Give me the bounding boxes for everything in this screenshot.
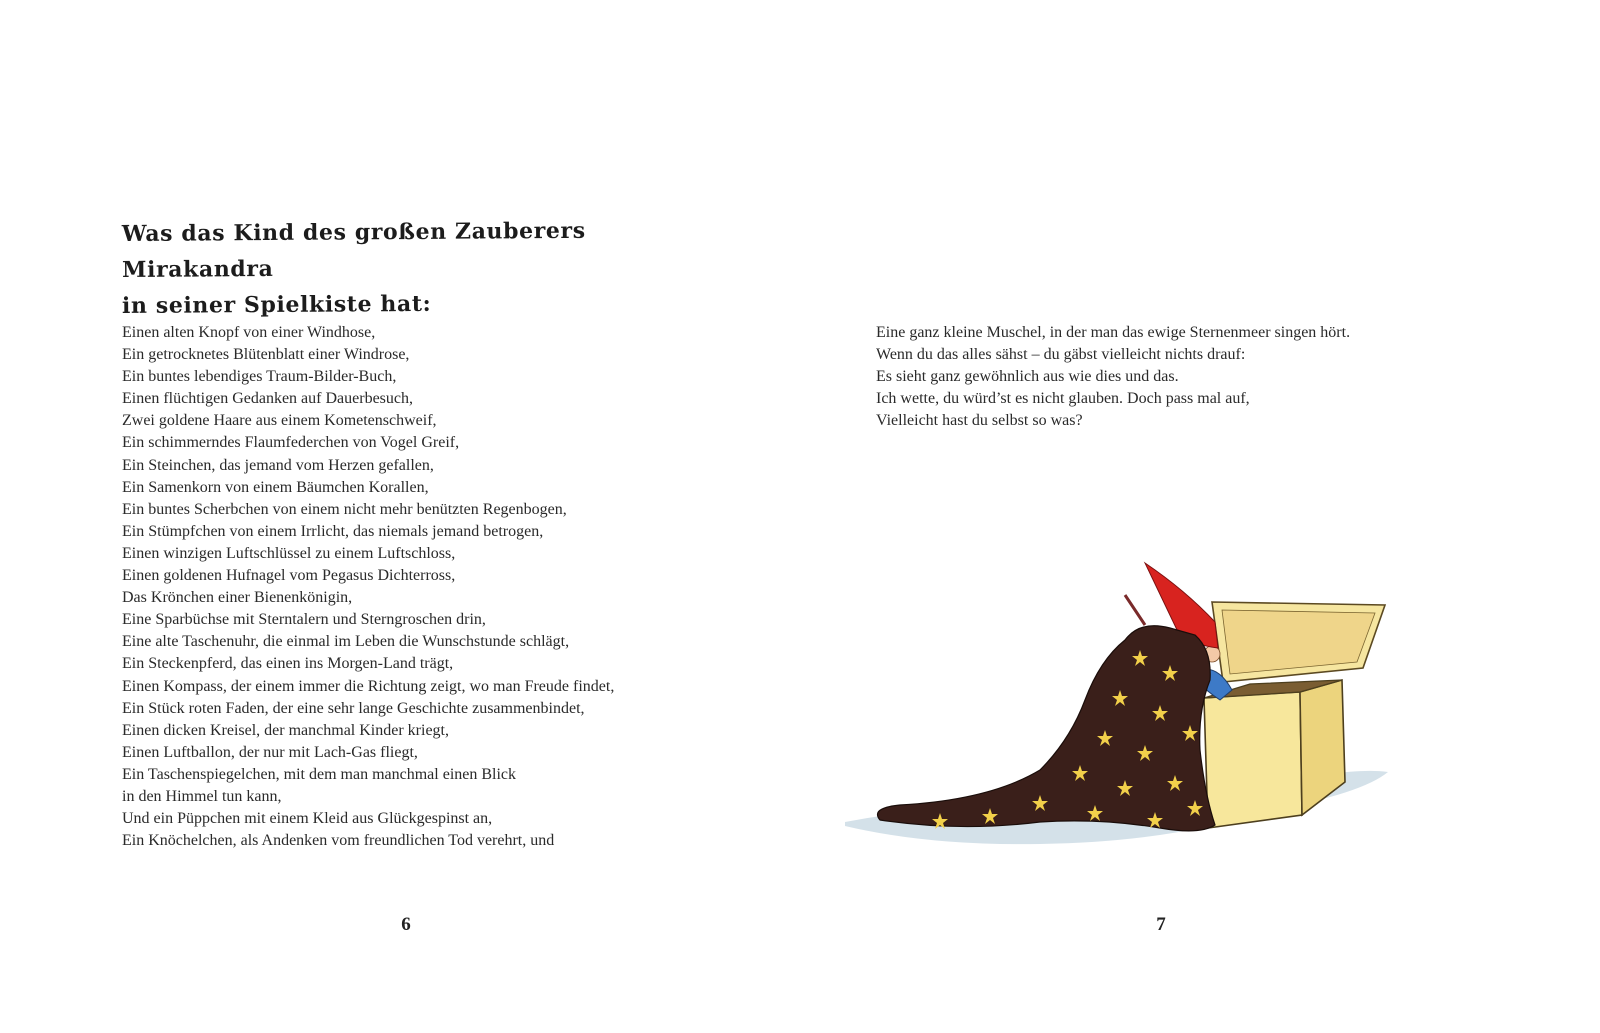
poem-line: Ein getrocknetes Blütenblatt einer Windrose, [122,346,410,364]
starry-cloak [878,626,1216,831]
poem-line: Vielleicht hast du selbst so was? [876,412,1083,430]
poem-line: Zwei goldene Haare aus einem Kometenschweif, [122,412,437,430]
poem-line: Und ein Püppchen mit einem Kleid aus Glückgespinst an, [122,810,493,828]
magic-wand [1125,595,1145,625]
poem-line: Einen dicken Kreisel, der manchmal Kinder kriegt, [122,721,449,739]
poem-line: Wenn du das alles sähst – du gäbst vielleicht nichts drauf: [876,346,1246,364]
poem-line: Ein Stümpfchen von einem Irrlicht, das niemals jemand betrogen, [122,522,544,540]
gnome-toy-chest-illustration [840,550,1400,880]
poem-line: Ein Steckenpferd, das einen ins Morgen-Land trägt, [122,655,454,673]
poem-line: Ein schimmerndes Flaumfederchen von Vogel Greif, [122,434,460,452]
title-line: in seiner Spielkiste hat: [121,290,432,319]
poem-line: Einen alten Knopf von einer Windhose, [122,324,376,341]
page-title [122,216,722,324]
title-line: Was das Kind des großen Zauberers Mirakandra [121,217,586,283]
right-page [800,0,1600,1033]
poem-line: Ein Knöchelchen, als Andenken vom freundlichen Tod verehrt, und [122,832,555,850]
page-number: 6 [401,914,411,935]
poem-line: Einen goldenen Hufnagel vom Pegasus Dichterross, [122,567,456,585]
poem-line: Eine alte Taschenuhr, die einmal im Leben die Wunschstunde schlägt, [122,633,570,651]
poem-line: Ein buntes lebendiges Traum-Bilder-Buch, [122,368,397,386]
poem-line: in den Himmel tun kann, [122,787,282,805]
poem-line: Einen Luftballon, der nur mit Lach-Gas fliegt, [122,743,418,761]
poem-line: Ein buntes Scherbchen von einem nicht mehr benützten Regenbogen, [122,500,567,518]
poem-line: Ein Stück roten Faden, der eine sehr lange Geschichte zusammenbindet, [122,699,585,717]
poem-line: Eine Sparbüchse mit Sterntalern und Sterngroschen drin, [122,611,486,629]
page-number: 7 [1156,914,1166,935]
poem-line: Einen winzigen Luftschlüssel zu einem Luftschloss, [122,544,456,562]
poem-line: Einen flüchtigen Gedanken auf Dauerbesuch, [122,390,413,408]
poem-line: Ein Steinchen, das jemand vom Herzen gefallen, [122,456,434,474]
poem-line: Eine ganz kleine Muschel, in der man das ewige Sternenmeer singen hört. [876,324,1351,341]
poem-right [876,322,1350,432]
chest-front [1204,692,1302,828]
poem-line: Es sieht ganz gewöhnlich aus wie dies und das. [876,368,1179,386]
poem-line: Ein Samenkorn von einem Bäumchen Korallen, [122,478,429,496]
chest-side [1300,680,1345,815]
poem-line: Ich wette, du würd’st es nicht glauben. Doch pass mal auf, [876,390,1250,408]
poem-left [122,322,614,852]
poem-line: Einen Kompass, der einem immer die Richtung zeigt, wo man Freude findet, [122,677,615,695]
poem-line: Das Krönchen einer Bienenkönigin, [122,589,353,607]
poem-line: Ein Taschenspiegelchen, mit dem man manchmal einen Blick [122,765,517,783]
